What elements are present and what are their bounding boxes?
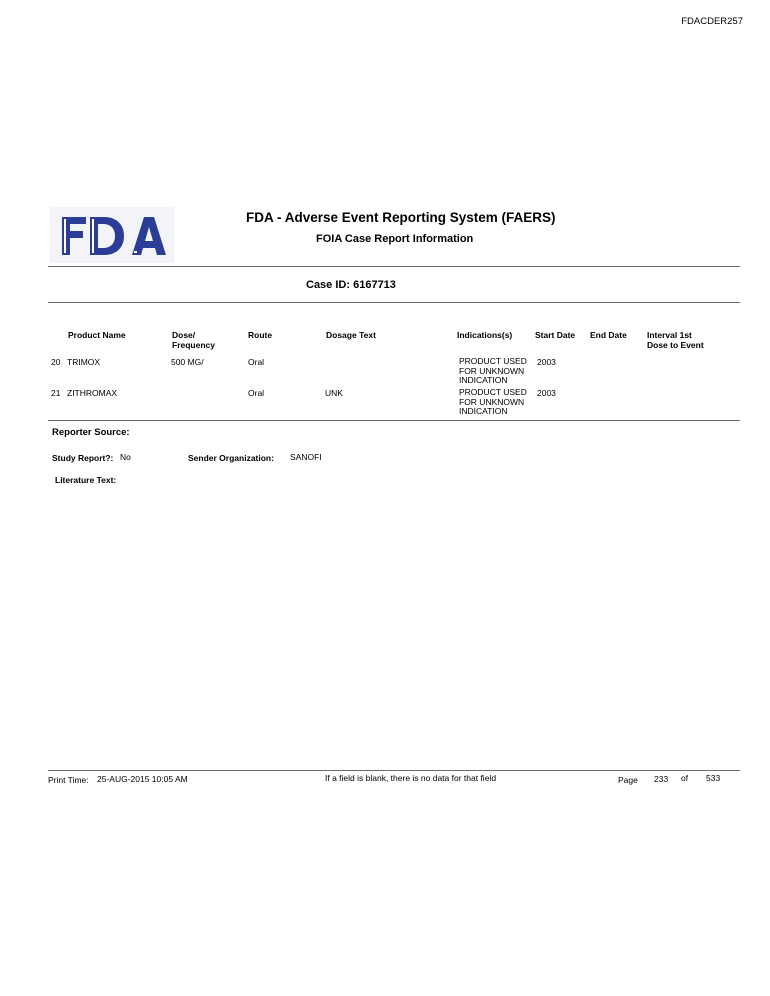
indication-line: PRODUCT USED: [459, 387, 527, 397]
indication: [459, 357, 527, 386]
report-subtitle: FOIA Case Report Information: [316, 233, 474, 245]
document-code: FDACDER257: [681, 16, 743, 27]
divider-case: [48, 302, 740, 303]
col-end-date: End Date: [590, 330, 627, 340]
route: Oral: [248, 357, 265, 367]
col-interval-line2: Dose to Event: [647, 340, 704, 350]
reporter-source-label: Reporter Source:: [52, 427, 130, 438]
case-id: [306, 279, 396, 291]
literature-text-label: Literature Text:: [55, 475, 117, 485]
product-name: TRIMOX: [67, 357, 101, 367]
col-dosage-text: Dosage Text: [326, 330, 376, 340]
col-dose-line1: Dose/: [172, 330, 196, 340]
blank-field-note: If a field is blank, there is no data for that field: [325, 773, 497, 783]
start-date: 2003: [537, 388, 556, 398]
col-interval: [647, 330, 704, 350]
col-route: Route: [248, 330, 273, 340]
col-dose-line2: Frequency: [172, 340, 215, 350]
page-number: 233: [654, 774, 669, 784]
report-title: FDA - Adverse Event Reporting System (FAERS): [246, 210, 556, 225]
col-indications: Indications(s): [457, 330, 513, 340]
indication-line: FOR UNKNOWN: [459, 396, 525, 407]
product-name: ZITHROMAX: [67, 388, 118, 398]
fda-logo: [50, 207, 174, 263]
col-interval-line1: Interval 1st: [647, 330, 692, 340]
indication-line: INDICATION: [459, 375, 508, 385]
dose-frequency: 500 MG/: [171, 357, 204, 367]
start-date: 2003: [537, 357, 556, 367]
indication-line: PRODUCT USED: [459, 356, 527, 366]
page-label: Page: [618, 775, 638, 785]
indication: [459, 388, 527, 417]
case-id-label: Case ID:: [306, 279, 351, 291]
divider-table: [48, 420, 740, 421]
case-id-value: 6167713: [353, 279, 396, 291]
study-report-label: Study Report?:: [52, 453, 114, 463]
study-report-value: No: [120, 452, 131, 462]
row-number: 20: [51, 357, 61, 367]
col-start-date: Start Date: [535, 330, 576, 340]
divider-top: [48, 266, 740, 267]
dosage-text: UNK: [325, 388, 343, 398]
indication-line: FOR UNKNOWN: [459, 365, 525, 376]
indication-line: INDICATION: [459, 406, 508, 416]
print-time-label: Print Time:: [48, 775, 89, 785]
divider-footer: [48, 770, 740, 771]
page-of-label: of: [681, 773, 689, 783]
sender-organization-label: Sender Organization:: [188, 453, 274, 463]
row-number: 21: [51, 388, 61, 398]
fda-logo-graphic: [50, 207, 174, 263]
col-product-name: Product Name: [68, 330, 126, 340]
print-time-value: 25-AUG-2015 10:05 AM: [97, 774, 188, 784]
page-total: 533: [706, 773, 721, 783]
route: Oral: [248, 388, 265, 398]
col-dose-frequency: [172, 330, 215, 350]
sender-organization-value: SANOFI: [290, 452, 322, 462]
